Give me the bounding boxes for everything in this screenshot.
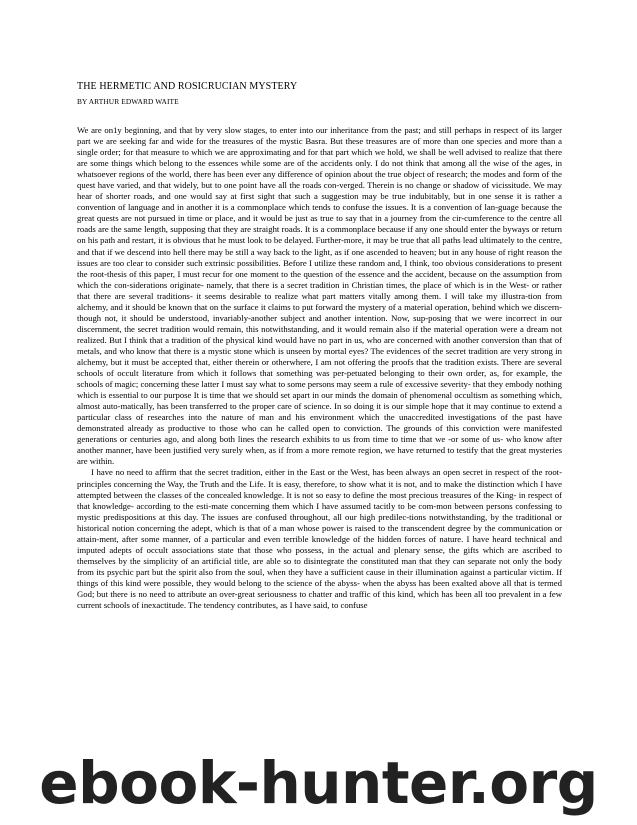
author-byline: BY ARTHUR EDWARD WAITE: [77, 97, 179, 106]
watermark-logo: ebook-hunter.org: [39, 749, 598, 817]
document-title: THE HERMETIC AND ROSICRUCIAN MYSTERY: [77, 81, 298, 92]
paragraph: We are on1y beginning, and that by very slow stages, to enter into our inheritance from the past; and still perhaps in respect of its larger part we are seeking far and wide for the treasures of the mystic Basra. But these treasures are of more than one species and more than a single order; for that measure to which we are approximating and for that part which we hold, we shall be well advised to realize that there are some things which belong to the essences while some are of the accidents only. I do not think that among all the wise of the ages, in whatsoever regions of the world, there has been ever any difference of opinion about the true object of research; the modes and form of the quest have varied, and that widely, but to one point have all the roads con-verged. Therein is no change or shadow of vicissitude. We may hear of shorter roads, and one would say at first sight that such a suggestion may be true indubitably, but in one sense it is rather a convention of language and in another it is a commonplace which tends to confuse the issues. It is a convention of lan-guage because the great quests are not pursued in time or place, and it would be just as true to say that in a journey from the cir-cumference to the centre all roads are the same length, supposing that they are straight roads. It is a commonplace because if any one should enter the byways or return on his path and restart, it is obvious that he must look to be delayed. Further-more, it may be true that all paths lead ultimately to the centre, and that if we descend into hell there may be still a way back to the light, as if one ascended to heaven; but in any house of right reason the issues are too clear to consider such extrinsic possibilities. Before I utilize these random and, I think, too obvious considerations to present the root-thesis of this paper, I must recur for one moment to the question of the essence and the accident, because on the assumption from which the con-siderations originate- namely, that there is a secret tradition in Christian times, the place of which is in the West- or rather that there are several traditions- it seems desirable to realize what part matters vitally among them. I will take my illustra-tion from alchemy, and it should be known that on the surface it claims to put forward the mystery of a material operation, behind which we discern- though not, it should be understood, invariably-another subject and another intention. Now, sup-posing that we were incorrect in our discernment, the secret tradition would remain, this notwithstanding, and it would remain also if the material operation were a dream not realized. But I think that a tradition of the physical kind would have no part in us, who are concerned with another conversion than that of metals, and who know that there is a mystic stone which is unseen by mortal eyes? The evidences of the secret tradition are very strong in alchemy, but it must be accepted that, either therein or otherwhere, I am not offering the proofs that the tradition exists. There are several schools of occult literature from which it follows that something was per-petuated belonging to their own order, as, for example, the schools of magic; concerning these latter I must say what to some persons may seem a rule of excessive severity- that they embody nothing which is essential to our purpose It is time that we should set apart in our minds the domain of phenomenal occultism as something which, almost auto-matically, has been transferred to the proper care of science. In so doing it is our simple hope that it may continue to extend a particular class of researches into the nature of man and his environment which the unaccredited investigations of the past have demonstrated already as productive to those who can he called open to conviction. The grounds of this conviction were manifested generations or centuries ago, and along both lines the research exhibits to us from time to time that we -or some of us- who know after another manner, have been justified very surely when, as if from a more remote region, we have returned to testify that the great mysteries are within.: [77, 125, 562, 467]
paragraph: I have no need to affirm that the secret tradition, either in the East or the West, has been always an open secret in respect of the root-principles concerning the Way, the Truth and the Life. It is easy, therefore, to show what it is not, and to make the distinction which I have attempted between the classes of the concealed knowledge. It is not so easy to define the most precious treasures of the King- in respect of that knowledge- according to the esti-mate concerning them which I have assumed tacitly to be com-mon between persons confessing to mystic predispositions at this day. The issues are confused throughout, all our high predilec-tions notwithstanding, by the traditional or historical notion concerning the adept, which is that of a man whose power is raised to the transcendent degree by the communication or attain-ment, after some manner, of a particular and even terrible knowledge of the hidden forces of nature. I have heard technical and imputed adepts of occult associations state that those who possess, in the actual and plenary sense, the gifts which are ascribed to themselves by the simplicity of an artificial title, are able so to disintegrate the constituted man that they can separate not only the body from its psychic part but the spirit also from the soul, when they have a sufficient cause in their illumination against a particular victim. If things of this kind were possible, they would belong to the science of the abyss- when the abyss has been exalted above all that is termed God; but there is no need to attribute an over-great seriousness to chatter and traffic of this kind, which has been all too prevalent in a few current schools of inexactitude. The tendency contributes, as I have said, to confuse: [77, 467, 562, 611]
body-text: [77, 125, 562, 611]
